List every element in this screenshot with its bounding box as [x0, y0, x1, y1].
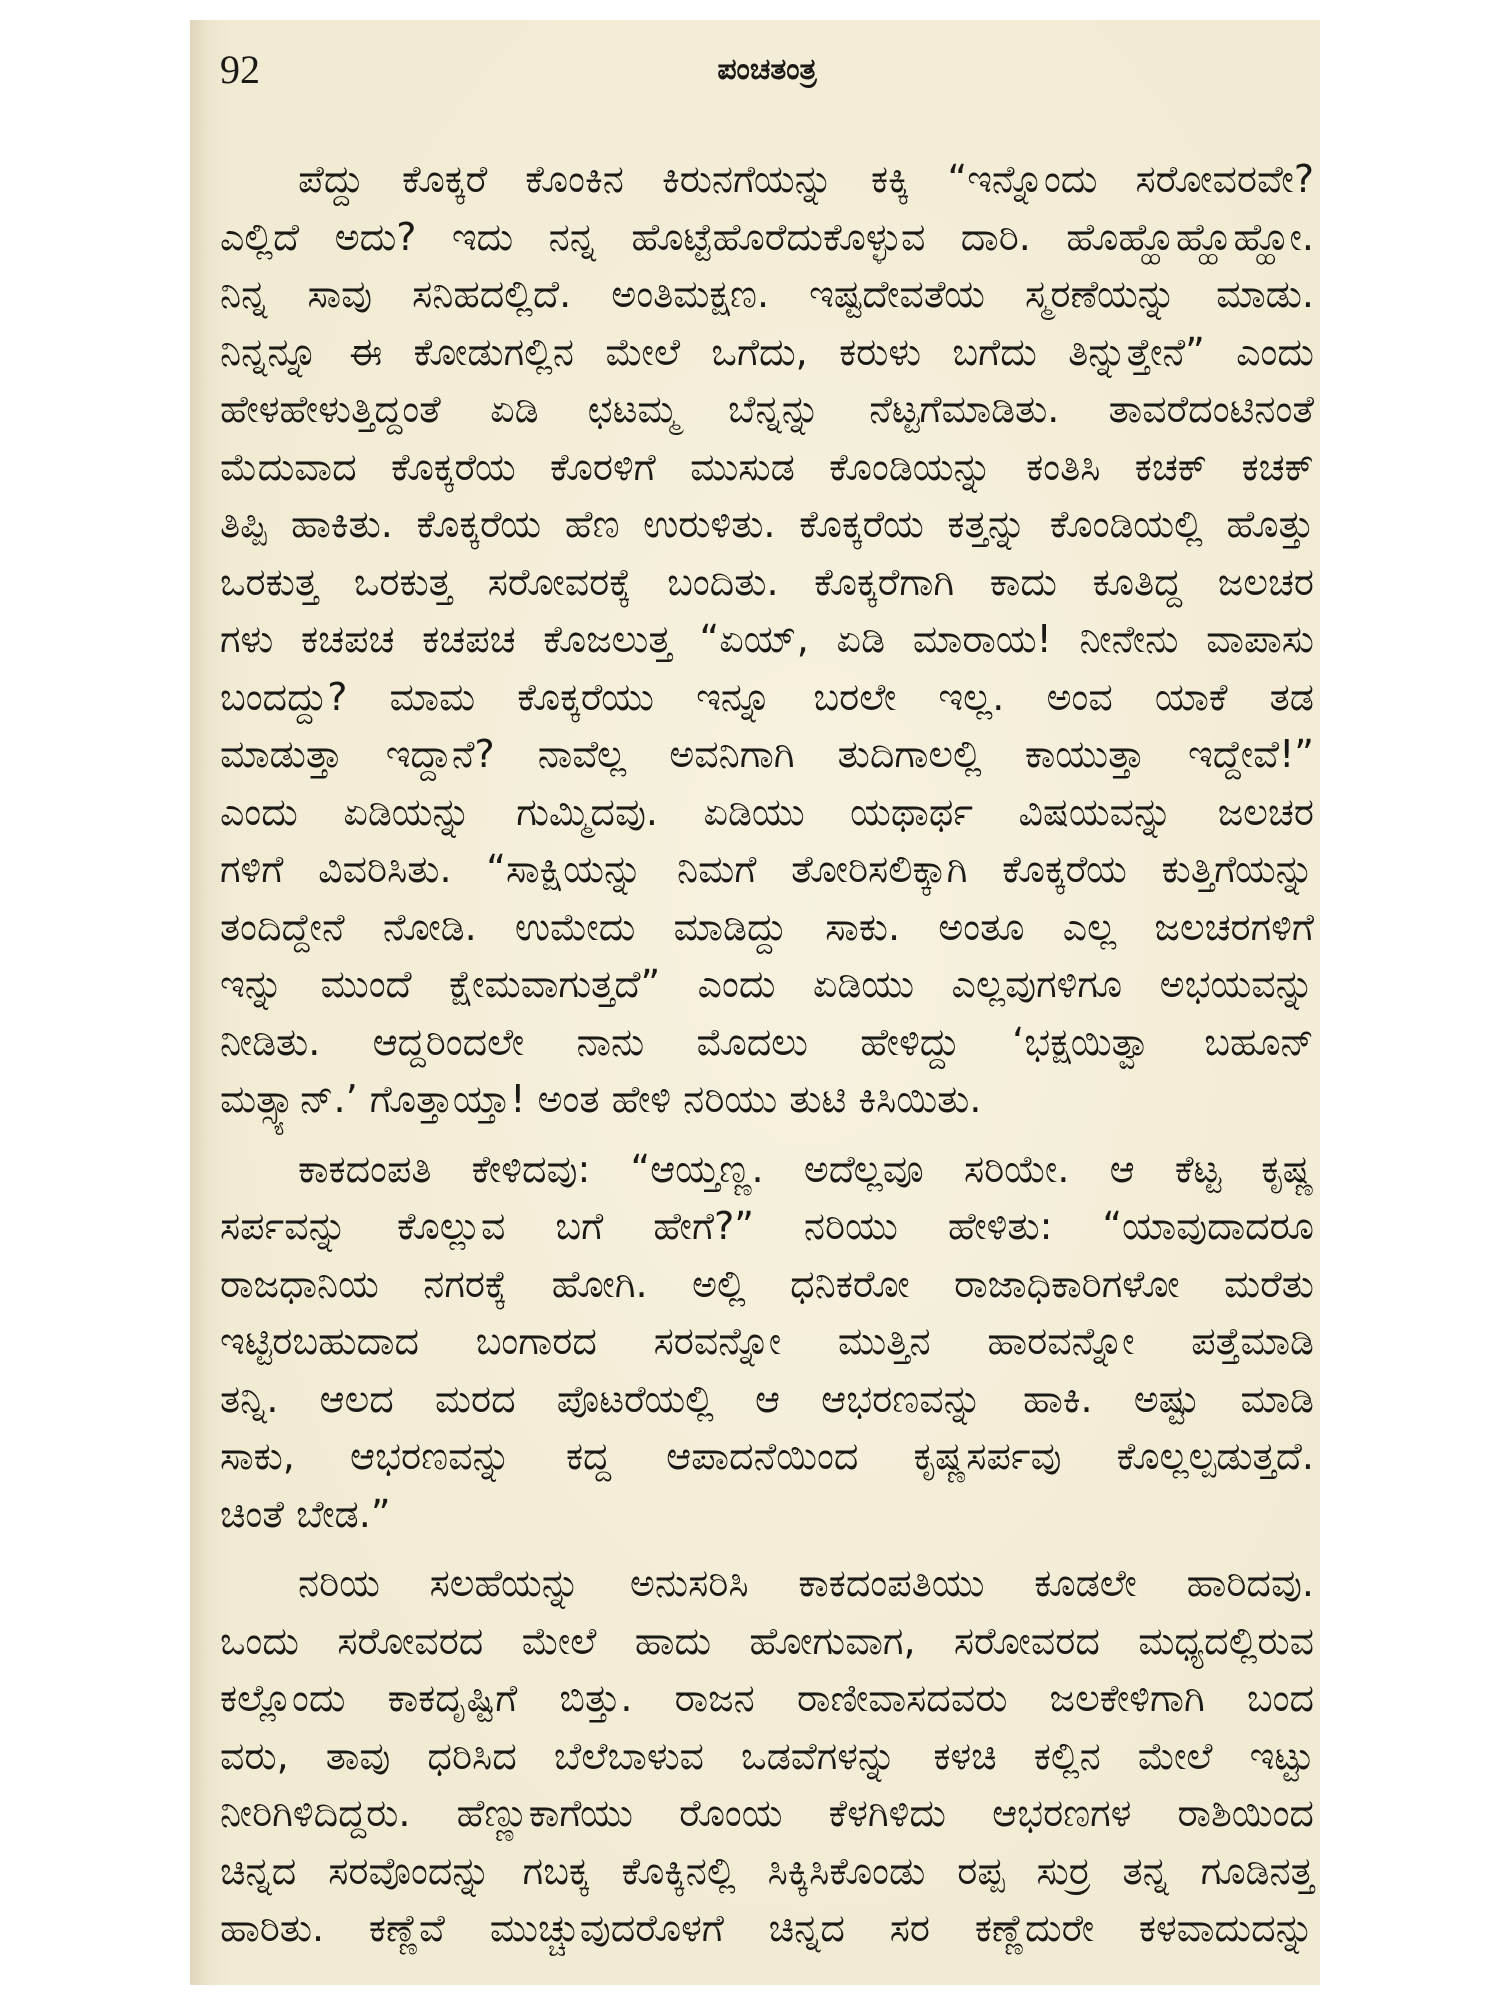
text-line-content: ಹಾರಿತು. ಕಣ್ಣೆವೆ ಮುಚ್ಚುವುದರೊಳಗೆ ಚಿನ್ನದ ಸರ ಕಣ್ಣೆದುರೇ ಕಳವಾದುದನ್ನು: [220, 1906, 1314, 1950]
page-number: 92: [220, 47, 260, 92]
text-line-content: ನಿನ್ನ ಸಾವು ಸನಿಹದಲ್ಲಿದೆ. ಅಂತಿಮಕ್ಷಣ. ಇಷ್ಟದೇವತೆಯ ಸ್ಮರಣೆಯನ್ನು ಮಾಡು.: [220, 272, 1314, 316]
text-line: [220, 439, 1314, 497]
text-line: [220, 669, 1314, 727]
text-line-content: ಮತ್ಸ್ಯಾನ್.’ ಗೊತ್ತಾಯ್ತಾ! ಅಂತ ಹೇಳಿ ನರಿಯು ತುಟಿ ಕಿಸಿಯಿತು.: [220, 1077, 982, 1121]
text-line-content: ನಿನ್ನನ್ನೂ ಈ ಕೋಡುಗಲ್ಲಿನ ಮೇಲೆ ಒಗೆದು, ಕರುಳು ಬಗೆದು ತಿನ್ನುತ್ತೇನೆ” ಎಂದು: [220, 329, 1314, 374]
text-line-content: ಒರಕುತ್ತ ಒರಕುತ್ತ ಸರೋವರಕ್ಕೆ ಬಂದಿತು. ಕೊಕ್ಕರೆಗಾಗಿ ಕಾದು ಕೂತಿದ್ದ ಜಲಚರ: [220, 559, 1314, 604]
text-line-content: ತಂದಿದ್ದೇನೆ ನೋಡಿ. ಉಮೇದು ಮಾಡಿದ್ದು ಸಾಕು. ಅಂತೂ ಎಲ್ಲ ಜಲಚರಗಳಿಗೆ: [220, 904, 1314, 949]
text-line: [220, 726, 1314, 784]
text-line-content: ಒಂದು ಸರೋವರದ ಮೇಲೆ ಹಾದು ಹೋಗುವಾಗ, ಸರೋವರದ ಮಧ್ಯದಲ್ಲಿರುವ: [220, 1618, 1314, 1663]
text-line-content: ಕಾಕದಂಪತಿ ಕೇಳಿದವು: “ಆಯ್ತಣ್ಣ. ಅದೆಲ್ಲವೂ ಸರಿಯೇ. ಆ ಕೆಟ್ಟ ಕೃಷ್ಣ: [298, 1146, 1314, 1191]
text-line: [220, 1555, 1314, 1613]
page-header: [220, 45, 1314, 95]
text-line: [220, 381, 1314, 439]
text-line: [220, 1198, 1314, 1256]
text-line: [220, 784, 1314, 842]
text-line-content: ಕಲ್ಲೊಂದು ಕಾಕದೃಷ್ಟಿಗೆ ಬಿತ್ತು. ರಾಜನ ರಾಣೀವಾಸದವರು ಜಲಕೇಳಿಗಾಗಿ ಬಂದ: [220, 1676, 1314, 1720]
text-line: [220, 1371, 1314, 1429]
text-line: [220, 1428, 1314, 1486]
text-line-content: ವರು, ತಾವು ಧರಿಸಿದ ಬೆಲೆಬಾಳುವ ಒಡವೆಗಳನ್ನು ಕಳಚಿ ಕಲ್ಲಿನ ಮೇಲೆ ಇಟ್ಟು: [220, 1733, 1314, 1778]
text-line-content: ಗಳು ಕಚಪಚ ಕಚಪಚ ಕೊಜಲುತ್ತ “ಏಯ್, ಏಡಿ ಮಾರಾಯ! ನೀನೇನು ವಾಪಾಸು: [220, 617, 1314, 661]
body-text: [220, 151, 1314, 1958]
text-line: [220, 1256, 1314, 1314]
text-line: [220, 1843, 1314, 1901]
paragraph: [220, 1555, 1314, 1958]
text-line: [220, 209, 1314, 267]
text-line-content: ಗಳಿಗೆ ವಿವರಿಸಿತು. “ಸಾಕ್ಷಿಯನ್ನು ನಿಮಗೆ ತೋರಿಸಲಿಕ್ಕಾಗಿ ಕೊಕ್ಕರೆಯ ಕುತ್ತಿಗೆಯನ್ನು: [220, 847, 1314, 891]
text-line: [220, 266, 1314, 324]
text-line: [220, 324, 1314, 382]
text-line-content: ನೀರಿಗಿಳಿದಿದ್ದರು. ಹೆಣ್ಣುಕಾಗೆಯು ರೊಂಯ ಕೆಳಗಿಳಿದು ಆಭರಣಗಳ ರಾಶಿಯಿಂದ: [220, 1791, 1314, 1835]
text-line: [220, 841, 1314, 899]
text-line: [220, 956, 1314, 1014]
text-line-content: ತನ್ನಿ. ಆಲದ ಮರದ ಪೊಟರೆಯಲ್ಲಿ ಆ ಆಭರಣವನ್ನು ಹಾಕಿ. ಅಷ್ಟು ಮಾಡಿ: [220, 1376, 1314, 1421]
text-line-content: ನೀಡಿತು. ಆದ್ದರಿಂದಲೇ ನಾನು ಮೊದಲು ಹೇಳಿದ್ದು ‘ಭಕ್ಷಯಿತ್ವಾ ಬಹೂನ್: [220, 1019, 1314, 1064]
text-line: [220, 1014, 1314, 1072]
text-line-content: ಚಿನ್ನದ ಸರವೊಂದನ್ನು ಗಬಕ್ಕ ಕೊಕ್ಕಿನಲ್ಲಿ ಸಿಕ್ಕಿಸಿಕೊಂಡು ರಪ್ಪ ಸುರ್ರ ತನ್ನ ಗೂಡಿನತ್ತ: [220, 1848, 1314, 1893]
text-line-content: ಸರ್ಪವನ್ನು ಕೊಲ್ಲುವ ಬಗೆ ಹೇಗೆ?” ನರಿಯು ಹೇಳಿತು: “ಯಾವುದಾದರೂ: [220, 1204, 1314, 1248]
running-title: ಪಂಚತಂತ್ರ: [717, 52, 817, 87]
paragraph: [220, 1141, 1314, 1544]
text-line: [220, 151, 1314, 209]
text-line-content: ರಾಜಧಾನಿಯ ನಗರಕ್ಕೆ ಹೋಗಿ. ಅಲ್ಲಿ ಧನಿಕರೋ ರಾಜಾಧಿಕಾರಿಗಳೋ ಮರೆತು: [220, 1261, 1314, 1306]
text-line-content: ಬಂದದ್ದು? ಮಾಮ ಕೊಕ್ಕರೆಯು ಇನ್ನೂ ಬರಲೇ ಇಲ್ಲ. ಅಂವ ಯಾಕೆ ತಡ: [220, 674, 1314, 719]
text-line: [220, 1141, 1314, 1199]
text-line: [220, 1785, 1314, 1843]
text-line-content: ಮೆದುವಾದ ಕೊಕ್ಕರೆಯ ಕೊರಳಿಗೆ ಮುಸುಡ ಕೊಂಡಿಯನ್ನು ಕಂತಿಸಿ ಕಚಕ್ ಕಚಕ್: [220, 444, 1314, 489]
text-line: [220, 554, 1314, 612]
text-line: [220, 899, 1314, 957]
text-line-content: ಹೇಳಹೇಳುತ್ತಿದ್ದಂತೆ ಏಡಿ ಛಟಮ್ಮ ಬೆನ್ನನ್ನು ನೆಟ್ಟಗೆಮಾಡಿತು. ತಾವರೆದಂಟಿನಂತೆ: [220, 387, 1314, 431]
text-line-content: ಎಂದು ಏಡಿಯನ್ನು ಗುಮ್ಮಿದವು. ಏಡಿಯು ಯಥಾರ್ಥ ವಿಷಯವನ್ನು ಜಲಚರ: [220, 789, 1314, 834]
paragraph: [220, 151, 1314, 1129]
text-line-content: ಇಟ್ಟಿರಬಹುದಾದ ಬಂಗಾರದ ಸರವನ್ನೋ ಮುತ್ತಿನ ಹಾರವನ್ನೋ ಪತ್ತೆಮಾಡಿ: [220, 1319, 1314, 1363]
scanned-book-page: [190, 20, 1320, 1985]
text-line: [220, 496, 1314, 554]
text-line-content: ಇನ್ನು ಮುಂದೆ ಕ್ಷೇಮವಾಗುತ್ತದೆ” ಎಂದು ಏಡಿಯು ಎಲ್ಲವುಗಳಿಗೂ ಅಭಯವನ್ನು: [220, 962, 1314, 1006]
text-line: [220, 1486, 1314, 1544]
text-line-content: ನರಿಯ ಸಲಹೆಯನ್ನು ಅನುಸರಿಸಿ ಕಾಕದಂಪತಿಯು ಕೂಡಲೇ ಹಾರಿದವು.: [298, 1561, 1314, 1605]
text-line: [220, 1071, 1314, 1129]
text-line-content: ಪೆದ್ದು ಕೊಕ್ಕರೆ ಕೊಂಕಿನ ಕಿರುನಗೆಯನ್ನು ಕಕ್ಕಿ “ಇನ್ನೊಂದು ಸರೋವರವೇ?: [298, 157, 1314, 201]
text-line: [220, 1670, 1314, 1728]
text-line-content: ಸಾಕು, ಆಭರಣವನ್ನು ಕದ್ದ ಆಪಾದನೆಯಿಂದ ಕೃಷ್ಣಸರ್ಪವು ಕೊಲ್ಲಲ್ಪಡುತ್ತದೆ.: [220, 1434, 1314, 1478]
text-line-content: ಚಿಂತೆ ಬೇಡ.”: [220, 1491, 391, 1536]
text-line-content: ತಿಪ್ಪಿ ಹಾಕಿತು. ಕೊಕ್ಕರೆಯ ಹೆಣ ಉರುಳಿತು. ಕೊಕ್ಕರೆಯ ಕತ್ತನ್ನು ಕೊಂಡಿಯಲ್ಲಿ ಹೊತ್ತು: [220, 502, 1314, 546]
text-line: [220, 1900, 1314, 1958]
text-line: [220, 611, 1314, 669]
text-line-content: ಮಾಡುತ್ತಾ ಇದ್ದಾನೆ? ನಾವೆಲ್ಲ ಅವನಿಗಾಗಿ ತುದಿಗಾಲಲ್ಲಿ ಕಾಯುತ್ತಾ ಇದ್ದೇವೆ!”: [220, 732, 1314, 776]
text-line: [220, 1613, 1314, 1671]
text-line-content: ಎಲ್ಲಿದೆ ಅದು? ಇದು ನನ್ನ ಹೊಟ್ಟೆಹೊರೆದುಕೊಳ್ಳುವ ದಾರಿ. ಹೊಹ್ಹೊಹ್ಹೊಹ್ಹೋ.: [220, 214, 1314, 259]
text-line: [220, 1313, 1314, 1371]
text-line: [220, 1728, 1314, 1786]
